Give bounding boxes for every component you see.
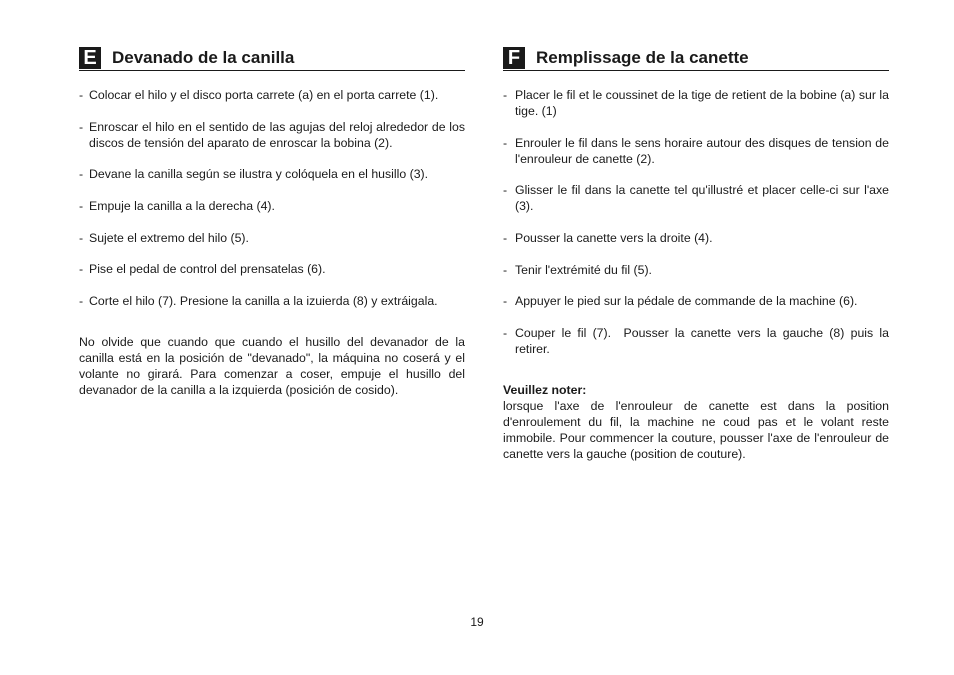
french-step xyxy=(503,87,889,119)
french-step xyxy=(503,293,889,309)
french-step-text: Appuyer le pied sur la pédale de commande de la machine (6). xyxy=(515,294,858,309)
spanish-step-text: Enroscar el hilo en el sentido de las agujas del reloj alrededor de los discos de tensión del aparato de enroscar la bobina (2). xyxy=(89,119,465,150)
step-bullet: - xyxy=(79,230,84,245)
french-section-header xyxy=(503,46,889,71)
step-bullet: - xyxy=(503,294,508,309)
step-bullet: - xyxy=(503,326,508,341)
step-bullet: - xyxy=(79,88,84,102)
french-note: lorsque l'axe de l'enrouleur de canette est dans la position d'enroulement du fil, la machine ne coud pas et le volant reste immobile. Pour commencer la couture, pousser l'axe de l'enrouleur de canette vers la gauche (position de couture). xyxy=(503,399,889,462)
french-step-text: Placer le fil et le coussinet de la tige de retient de la bobine (a) sur la tige. (1) xyxy=(515,88,889,118)
spanish-steps-list xyxy=(79,87,465,309)
french-step xyxy=(503,230,889,246)
french-step-text: Glisser le fil dans la canette tel qu'illustré et placer celle-ci sur l'axe (3). xyxy=(515,183,889,214)
spanish-step-text: Colocar el hilo y el disco porta carrete (a) en el porta carrete (1). xyxy=(89,88,439,102)
french-step xyxy=(503,182,889,214)
french-step xyxy=(503,135,889,167)
step-bullet: - xyxy=(79,167,84,182)
spanish-section-header xyxy=(79,46,465,71)
step-bullet: - xyxy=(79,119,84,134)
step-bullet: - xyxy=(79,199,84,214)
spanish-section xyxy=(79,46,465,398)
spanish-note: No olvide que cuando que cuando el husillo del devanador de la canilla está en la posición de "devanado", la máquina no coserá y el volante no girará. Para comenzar a coser, empuje el husillo del devanador de la canilla a la izquierda (posición de cosido). xyxy=(79,335,465,398)
french-step-text: Enrouler le fil dans le sens horaire autour des disques de tension de l'enrouleur de canette (2). xyxy=(515,135,889,166)
spanish-language-badge: E xyxy=(79,47,101,69)
step-bullet: - xyxy=(503,183,508,198)
french-section-title: Remplissage de la canette xyxy=(536,47,749,67)
french-steps-list xyxy=(503,87,893,357)
french-step xyxy=(503,262,889,278)
spanish-section-title: Devanado de la canilla xyxy=(112,47,295,67)
french-language-badge: F xyxy=(503,47,525,69)
step-bullet: - xyxy=(503,231,508,246)
french-step-text: Tenir l'extrémité du fil (5). xyxy=(515,262,652,277)
spanish-step xyxy=(79,198,465,214)
spanish-step xyxy=(79,87,465,103)
step-bullet: - xyxy=(503,88,508,102)
spanish-step-text: Pise el pedal de control del prensatelas (6). xyxy=(89,262,326,277)
spanish-step-text: Sujete el extremo del hilo (5). xyxy=(89,230,249,245)
spanish-step xyxy=(79,230,465,246)
page-number: 19 xyxy=(470,615,484,629)
spanish-step xyxy=(79,119,465,151)
spanish-step-text: Corte el hilo (7). Presione la canilla a la izuierda (8) y extráigala. xyxy=(89,294,438,309)
spanish-step xyxy=(79,166,465,182)
french-step-text: Couper le fil (7). Pousser la canette vers la gauche (8) puis la retirer. xyxy=(515,326,893,357)
step-bullet: - xyxy=(79,262,84,277)
step-bullet: - xyxy=(79,294,84,309)
french-note-title: Veuillez noter: xyxy=(503,383,587,398)
french-section xyxy=(503,46,893,462)
spanish-step-text: Devane la canilla según se ilustra y colóquela en el husillo (3). xyxy=(89,167,429,182)
spanish-step xyxy=(79,293,465,309)
spanish-step xyxy=(79,261,465,277)
step-bullet: - xyxy=(503,262,508,277)
french-step-text: Pousser la canette vers la droite (4). xyxy=(515,231,713,246)
step-bullet: - xyxy=(503,135,508,150)
french-step xyxy=(503,325,893,357)
spanish-step-text: Empuje la canilla a la derecha (4). xyxy=(89,199,275,214)
